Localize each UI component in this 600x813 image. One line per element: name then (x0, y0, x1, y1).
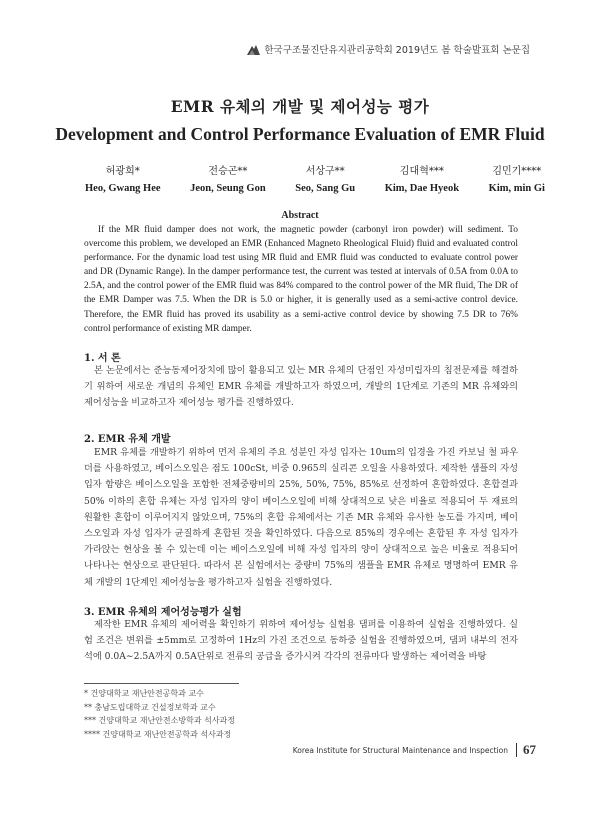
author-name-korean: 김민기**** (492, 166, 542, 177)
footnote: *** 건양대학교 재난안전소방학과 석사과정 (84, 716, 236, 725)
author-name-korean: 전승곤** (208, 166, 248, 177)
author-name-english: Kim, Dae Hyeok (384, 183, 460, 194)
section-title-introduction: 1. 서 론 (84, 353, 121, 364)
author (489, 163, 545, 197)
author-name-english: Seo, Sang Gu (295, 183, 356, 194)
footnote: **** 건양대학교 재난안전공학과 석사과정 (84, 729, 232, 739)
section-body-control-test: 제작한 EMR 유체의 제어력을 확인하기 위하여 제어성능 실험용 댐퍼를 이용하여 실험을 진행하였다. 실험 조건은 변위를 ±5mm로 고정하여 1Hz의 가진 조건으로 동하중 실험을 진행하였으며, 댐퍼 내부의 전자석에 0.0A∼2.5A까지 0.5A단위로 전류의 공급을 증가시켜 각각의 전류마다 발생하는 제어력을 바탕 (84, 619, 518, 663)
section-title-emr-development: 2. EMR 유체 개발 (84, 434, 171, 445)
journal-name: 한국구조물진단유지관리공학회 2019년도 봄 학술발표회 논문집 (264, 45, 530, 56)
page-number: 67 (516, 743, 536, 757)
journal-logo-icon (247, 44, 260, 55)
author-name-english: Jeon, Seung Gon (190, 183, 266, 194)
abstract-heading: Abstract (281, 210, 319, 221)
author-name-english: Heo, Gwang Hee (85, 183, 161, 194)
abstract-text: If the MR fluid damper does not work, the magnetic powder (carbonyl iron powder) will sediment. To overcome this problem, we developed an EMR (Enhanced Magneto Rheological Fluid) fluid and evaluated control performance. For the dynamic load test using MR fluid and EMR fluid was conducted to evaluate control power and DR (Dynamic Range). In the damper performance test, the current was tested at intervals of 0.5A from 0.0A to 2.5A, and the control power of the EMR fluid was 84% compared to the control power of the MR fluid, The DR of the EMR Damper was 7.5. When the DR is 5.0 or higher, it is generally used as a semi-active control device. Therefore, the EMR fluid has proved its usability as a semi-active control device by showing 7.5 DR to 76% control performance of existing MR damper. (84, 225, 518, 334)
section-body-emr-development: EMR 유체를 개발하기 위하여 먼저 유체의 주요 성분인 자성 입자는 10um의 입경을 가진 카보닐 철 파우더를 사용하였고, 베이스오일은 점도 100cSt, 비중 0.965의 실리콘 오일을 사용하였다. 제작한 샘플의 자성 입자 함량은 베이스오일을 포함한 전체중량비의 25%, 50%, 75%, 85%로 선정하여 혼합하였다. 혼합결과 50% 이하의 혼합 유체는 자성 입자의 양이 베이스오일에 비해 상대적으로 낮은 비율로 적용되어 두 재료의 원활한 혼합이 이루어지지 않았으며, 75%의 혼합 유체에서는 기존 MR 유체와 유사한 농도를 가지며, 베이스오일과 자성 입자가 균질하게 혼합된 것을 확인하였다. 다음으로 85%의 경우에는 혼합된 후 자성 입자가 가라앉는 현상을 볼 수 있는데 이는 베이스오일에 비해 자성 입자의 양이 상대적으로 높은 비율로 적용되어 나타나는 현상으로 판단된다. 따라서 본 실험에서는 중량비 75%의 샘플을 EMR 유체로 명명하여 EMR 유체 개발의 1단계인 제어성능을 평가하고자 실험을 진행하였다. (84, 447, 518, 588)
author (295, 163, 355, 197)
footnote: ** 충남도립대학교 건설정보학과 교수 (84, 702, 216, 712)
footnote-divider (84, 683, 239, 684)
institute-name: Korea Institute for Structural Maintenance and Inspection (292, 745, 508, 755)
author-name-korean: 서상구** (305, 166, 345, 177)
author-list (85, 163, 545, 197)
paper-title-english: Development and Control Performance Evaluation of EMR Fluid (55, 124, 545, 144)
page-footer (293, 743, 536, 757)
author-name-english: Kim, min Gi (488, 183, 545, 194)
section-title-control-test: 3. EMR 유체의 제어성능평가 실험 (84, 607, 242, 618)
footnote: * 건양대학교 재난안전공학과 교수 (84, 689, 204, 698)
author (190, 163, 266, 197)
author (385, 163, 459, 197)
author-name-korean: 허광희* (105, 166, 140, 177)
section-body-introduction: 본 논문에서는 준능동제어장치에 많이 활용되고 있는 MR 유체의 단점인 자성미립자의 침전문제를 해결하기 위하여 새로운 개념의 유체인 EMR 유체를 개발하고자 하였으며, 개발의 1단계로 기존의 MR 유체와의 제어성능을 비교하고자 제어성능 평가를 진행하였다. (84, 365, 518, 409)
footnotes (84, 687, 235, 741)
author (85, 163, 161, 197)
journal-header (247, 42, 530, 56)
paper-title-korean: EMR 유체의 개발 및 제어성능 평가 (170, 97, 430, 116)
author-name-korean: 김대혁*** (399, 166, 444, 177)
